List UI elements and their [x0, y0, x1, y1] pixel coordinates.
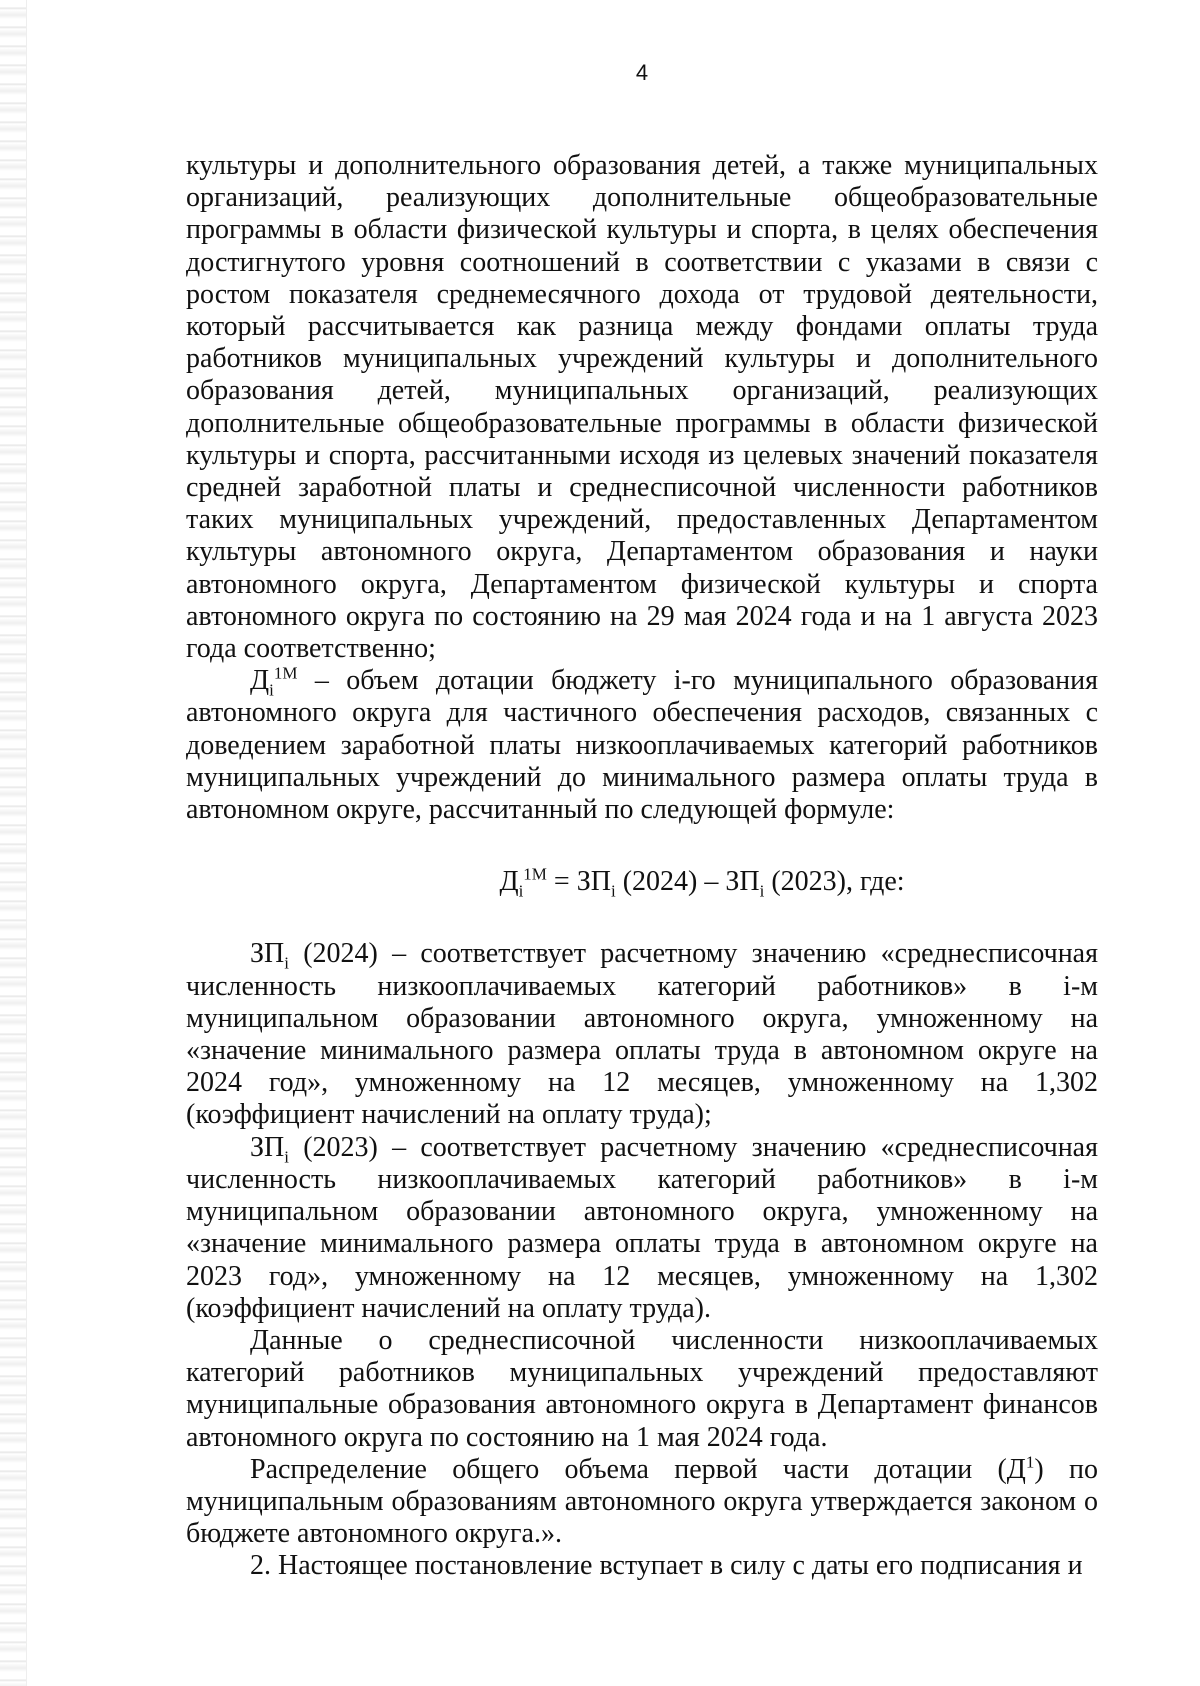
formula-lhs: Д	[499, 866, 519, 898]
paragraph-distribution	[186, 1454, 1098, 1551]
formula-lhs-index: i	[518, 881, 524, 901]
formula-lhs-superscript: 1М	[523, 864, 547, 884]
formula-equals: = ЗП	[546, 866, 611, 898]
distribution-superscript: 1	[1025, 1452, 1035, 1472]
zp-2023-symbol: ЗП	[250, 1131, 285, 1163]
formula	[306, 864, 1098, 901]
formula-term1-index: i	[610, 881, 616, 901]
dotation-text: – объем дотации бюджету i-го муниципального образования автономного округа для частичного обеспечения расходов, связанных с доведением заработной платы низкооплачиваемых категорий работников муниципальных учреждений до минимального размера оплаты труда в автономном округе, рассчитанный по следующей формуле:	[186, 665, 1098, 826]
zp-2024-symbol: ЗП	[250, 938, 285, 970]
paragraph-zp-2024	[186, 938, 1098, 1131]
paragraph-dotation-definition	[186, 665, 1098, 826]
dotation-symbol: Д	[250, 665, 270, 697]
document-page	[186, 60, 1098, 1583]
zp-2023-text: (2023) – соответствует расчетному значению «среднесписочная численность низкооплачиваемых категорий работников» в i-м муниципальном образовании автономного округа, умноженному на «значение минимального размера оплаты труда в автономном округе на 2023 год», умноженному на 12 месяцев, умноженному на 1,302 (коэффициент начислений на оплату труда).	[186, 1131, 1098, 1324]
paragraph-data-source: Данные о среднесписочной численности низкооплачиваемых категорий работников муниципальных учреждений предоставляют муниципальные образования автономного округа в Департамент финансов автономного округа по состоянию на 1 мая 2024 года.	[186, 1324, 1098, 1453]
distribution-text-end: ) по муниципальным образованиям автономного округа утверждается законом о бюджете автономного округа.».	[186, 1453, 1098, 1550]
formula-term1-rest: (2024) – ЗП	[615, 866, 760, 898]
zp-2023-index: i	[284, 1147, 289, 1167]
paragraph-zp-2023	[186, 1132, 1098, 1325]
page-number: 4	[635, 60, 649, 85]
dotation-superscript: 1М	[273, 663, 298, 683]
distribution-text-start: Распределение общего объема первой части дотации (Д	[250, 1453, 1026, 1485]
paragraph-enactment: 2. Настоящее постановление вступает в силу с даты его подписания и	[250, 1550, 1083, 1582]
zp-2024-text: (2024) – соответствует расчетному значению «среднесписочная численность низкооплачиваемых категорий работников» в i-м муниципальном образовании автономного округа, умноженному на «значение минимального размера оплаты труда в автономном округе на 2024 год», умноженному на 12 месяцев, умноженному на 1,302 (коэффициент начислений на оплату труда);	[186, 938, 1098, 1131]
formula-term2-index: i	[759, 881, 765, 901]
paragraph-continuation: культуры и дополнительного образования детей, а также муниципальных организаций, реализующих дополнительные общеобразовательные программы в области физической культуры и спорта, в целях обеспечения достигнутого уровня соотношений в соответствии с указами в связи с ростом показателя среднемесячного дохода от трудовой деятельности, который рассчитывается как разница между фондами оплаты труда работников муниципальных учреждений культуры и дополнительного образования детей, муниципальных организаций, реализующих дополнительные общеобразовательные программы в области физической культуры и спорта, рассчитанными исходя из целевых значений показателя средней заработной платы и среднесписочной численности работников таких муниципальных учреждений, предоставленных Департаментом культуры автономного округа, Департаментом образования и науки автономного округа, Департаментом физической культуры и спорта автономного округа по состоянию на 29 мая 2024 года и на 1 августа 2023 года соответственно;	[186, 150, 1098, 665]
scan-edge	[0, 0, 27, 1686]
zp-2024-index: i	[284, 954, 289, 974]
formula-term2-rest: (2023), где:	[764, 866, 905, 898]
dotation-index: i	[269, 680, 274, 700]
